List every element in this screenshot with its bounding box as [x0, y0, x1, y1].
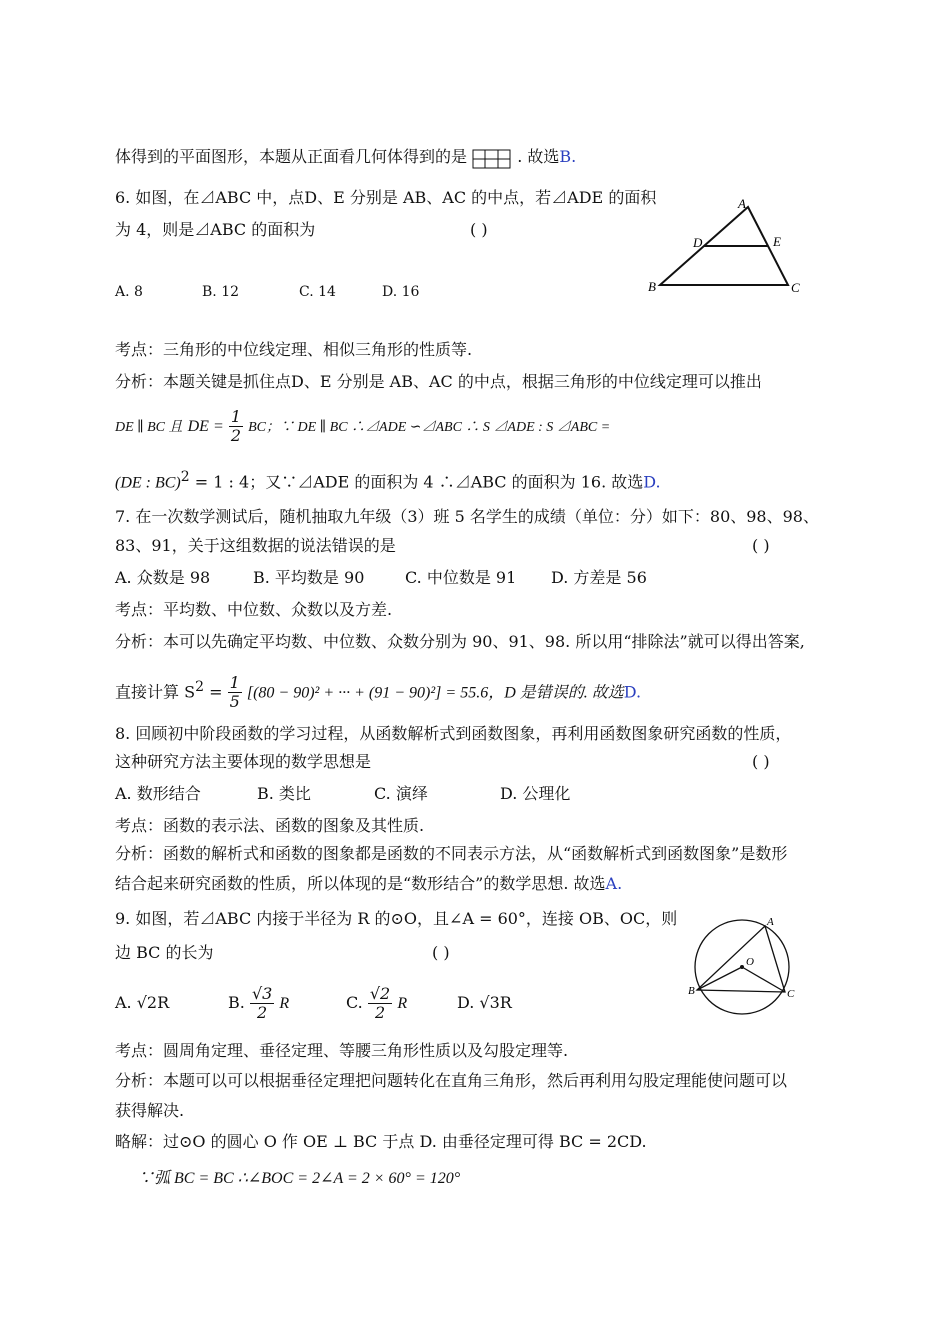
q9-option-d: D. √3R	[457, 993, 512, 1012]
q6-formula2-a: (DE : BC)	[115, 474, 181, 492]
q7-option-a: A. 众数是 98	[115, 568, 211, 587]
q6-line1: 6. 如图，在⊿ABC 中，点D、E 分别是 AB、AC 的中点，若⊿ADE 的面积	[115, 188, 657, 207]
q9-last: ∵弧 BC = BC ∴∠BOC = 2∠A = 2 × 60° = 120°	[138, 1170, 461, 1187]
q7-frac-den: 5	[229, 692, 240, 712]
q6-formula1-frac	[229, 408, 243, 445]
q9-option-b-label: B.	[228, 993, 245, 1012]
q8-fenxi2-text: 结合起来研究函数的性质，所以体现的是“数形结合”的数学思想. 故选	[115, 874, 606, 893]
q6-formula2-b: = 1 : 4；又∵⊿ADE 的面积为 4 ∴⊿ABC 的面积为 16. 故选	[194, 472, 644, 492]
q5-tail-after: . 故选	[517, 147, 560, 166]
q7-calc-sup: 2	[195, 679, 204, 695]
q6-paren: ( )	[470, 220, 488, 239]
q8-line1: 8. 回顾初中阶段函数的学习过程，从函数解析式到函数图象，再利用函数图象研究函数的性质，	[115, 724, 792, 743]
q5-tail	[115, 146, 576, 169]
q7-answer: D.	[623, 682, 642, 702]
q6-formula1-a: DE ∥ BC 且	[115, 420, 183, 435]
q6-line2-text: 为 4，则是⊿ABC 的面积为	[115, 220, 316, 239]
fig9-label-a: A	[767, 916, 774, 928]
q7-paren: ( )	[752, 536, 770, 555]
q8-option-d: D. 公理化	[500, 784, 571, 803]
q8-fenxi1: 分析：函数的解析式和函数的图象都是函数的不同表示方法，从“函数解析式到函数图象”是数形	[115, 844, 788, 863]
fig9-label-b: B	[688, 985, 695, 997]
q9-option-c-frac	[368, 985, 392, 1022]
q7-option-c: C. 中位数是 91	[405, 568, 517, 587]
fig6-label-a: A	[738, 196, 746, 211]
q9-lue: 略解：过⊙O 的圆心 O 作 OE ⊥ BC 于点 D. 由垂径定理可得 BC = 2CD.	[115, 1132, 647, 1151]
q9-c-num: √2	[369, 984, 391, 1003]
q9-option-c-label: C.	[346, 993, 363, 1012]
fig9-label-c: C	[787, 988, 795, 1000]
q6-frac-den: 2	[230, 426, 242, 445]
q8-paren: ( )	[752, 752, 770, 771]
q6-formula1	[115, 406, 610, 448]
q5-tail-text: 体得到的平面图形，本题从正面看几何体得到的是	[115, 147, 468, 166]
fig6-label-d: D	[693, 235, 703, 250]
q8-option-b: B. 类比	[257, 784, 311, 803]
q6-option-b: B. 12	[202, 284, 240, 300]
q6-line2	[115, 219, 315, 241]
q6-frac-num: 1	[230, 407, 242, 426]
q6-triangle-figure	[640, 195, 810, 300]
q9-option-c-r: R	[397, 995, 408, 1012]
q7-calc-frac	[228, 674, 242, 711]
q9-line1: 9. 如图，若⊿ABC 内接于半径为 R 的⊙O，且∠A = 60°，连接 OB、OC，则	[115, 909, 678, 928]
q9-option-a: A. √2R	[115, 993, 170, 1012]
q9-fenxi2: 获得解决.	[115, 1101, 185, 1120]
fig9-label-o: O	[746, 956, 754, 968]
q6-formula1-c: BC；∵ DE ∥ BC ∴⊿ADE ∽⊿ABC ∴ S ⊿ADE : S ⊿ABC =	[248, 420, 611, 435]
q7-calc-body: [(80 − 90)² + ··· + (91 − 90)²] = 55.6，D 是错误的. 故选	[246, 684, 624, 702]
fig6-label-c: C	[791, 280, 800, 295]
q8-fenxi2	[115, 873, 622, 895]
q6-formula2-sup: 2	[180, 469, 190, 485]
q7-fenxi: 分析：本可以先确定平均数、中位数、众数分别为 90、91、98. 所以用“排除法”就可以得出答案,	[115, 632, 805, 651]
q7-frac-num: 1	[229, 673, 240, 693]
q7-calc	[115, 666, 641, 714]
q7-line2: 83、91，关于这组数据的说法错误的是	[115, 536, 396, 555]
q5-answer: B.	[559, 147, 577, 166]
q9-paren: ( )	[432, 943, 450, 962]
q8-option-c: C. 演绎	[374, 784, 428, 803]
q7-line1: 7. 在一次数学测试后，随机抽取九年级（3）班 5 名学生的成绩（单位：分）如下：80、98、98、	[115, 507, 819, 526]
q9-b-den: 2	[257, 1003, 268, 1022]
q6-option-a: A. 8	[115, 284, 143, 300]
q6-formula2	[115, 466, 661, 494]
q9-option-c	[346, 978, 407, 1029]
q8-answer: A.	[605, 874, 623, 893]
q8-kaodian: 考点：函数的表示法、函数的图象及其性质.	[115, 816, 425, 835]
q8-option-a: A. 数形结合	[115, 784, 201, 803]
q6-fenxi: 分析：本题关键是抓住点D、E 分别是 AB、AC 的中点，根据三角形的中位线定理可以推出	[115, 372, 762, 391]
q6-option-c: C. 14	[299, 284, 336, 300]
q9-c-den: 2	[374, 1003, 386, 1022]
q9-kaodian: 考点：圆周角定理、垂径定理、等腰三角形性质以及勾股定理等.	[115, 1041, 569, 1060]
q6-answer: D.	[643, 472, 661, 492]
q7-calc-eq: =	[209, 682, 223, 702]
q6-kaodian: 考点：三角形的中位线定理、相似三角形的性质等.	[115, 340, 473, 359]
fig6-label-e: E	[773, 234, 781, 249]
q7-calc-a: 直接计算 S	[115, 682, 196, 702]
fig6-label-b: B	[648, 279, 656, 294]
q8-line2: 这种研究方法主要体现的数学思想是	[115, 752, 372, 771]
q9-option-b-r: R	[279, 995, 290, 1012]
q9-option-b-frac	[250, 985, 274, 1022]
q9-option-b	[228, 978, 289, 1029]
q9-circle-figure	[685, 912, 800, 1017]
q7-kaodian: 考点：平均数、中位数、众数以及方差.	[115, 600, 393, 619]
q9-b-num: √3	[251, 984, 273, 1003]
front-view-figure	[472, 147, 512, 169]
q9-line2: 边 BC 的长为	[115, 943, 214, 962]
q6-formula1-b: DE =	[187, 418, 224, 435]
q6-option-d: D. 16	[382, 284, 420, 300]
q7-option-b: B. 平均数是 90	[253, 568, 365, 587]
q7-option-d: D. 方差是 56	[551, 568, 647, 587]
q9-fenxi1: 分析：本题可以可以根据垂径定理把问题转化在直角三角形，然后再利用勾股定理能使问题可以	[115, 1071, 788, 1090]
